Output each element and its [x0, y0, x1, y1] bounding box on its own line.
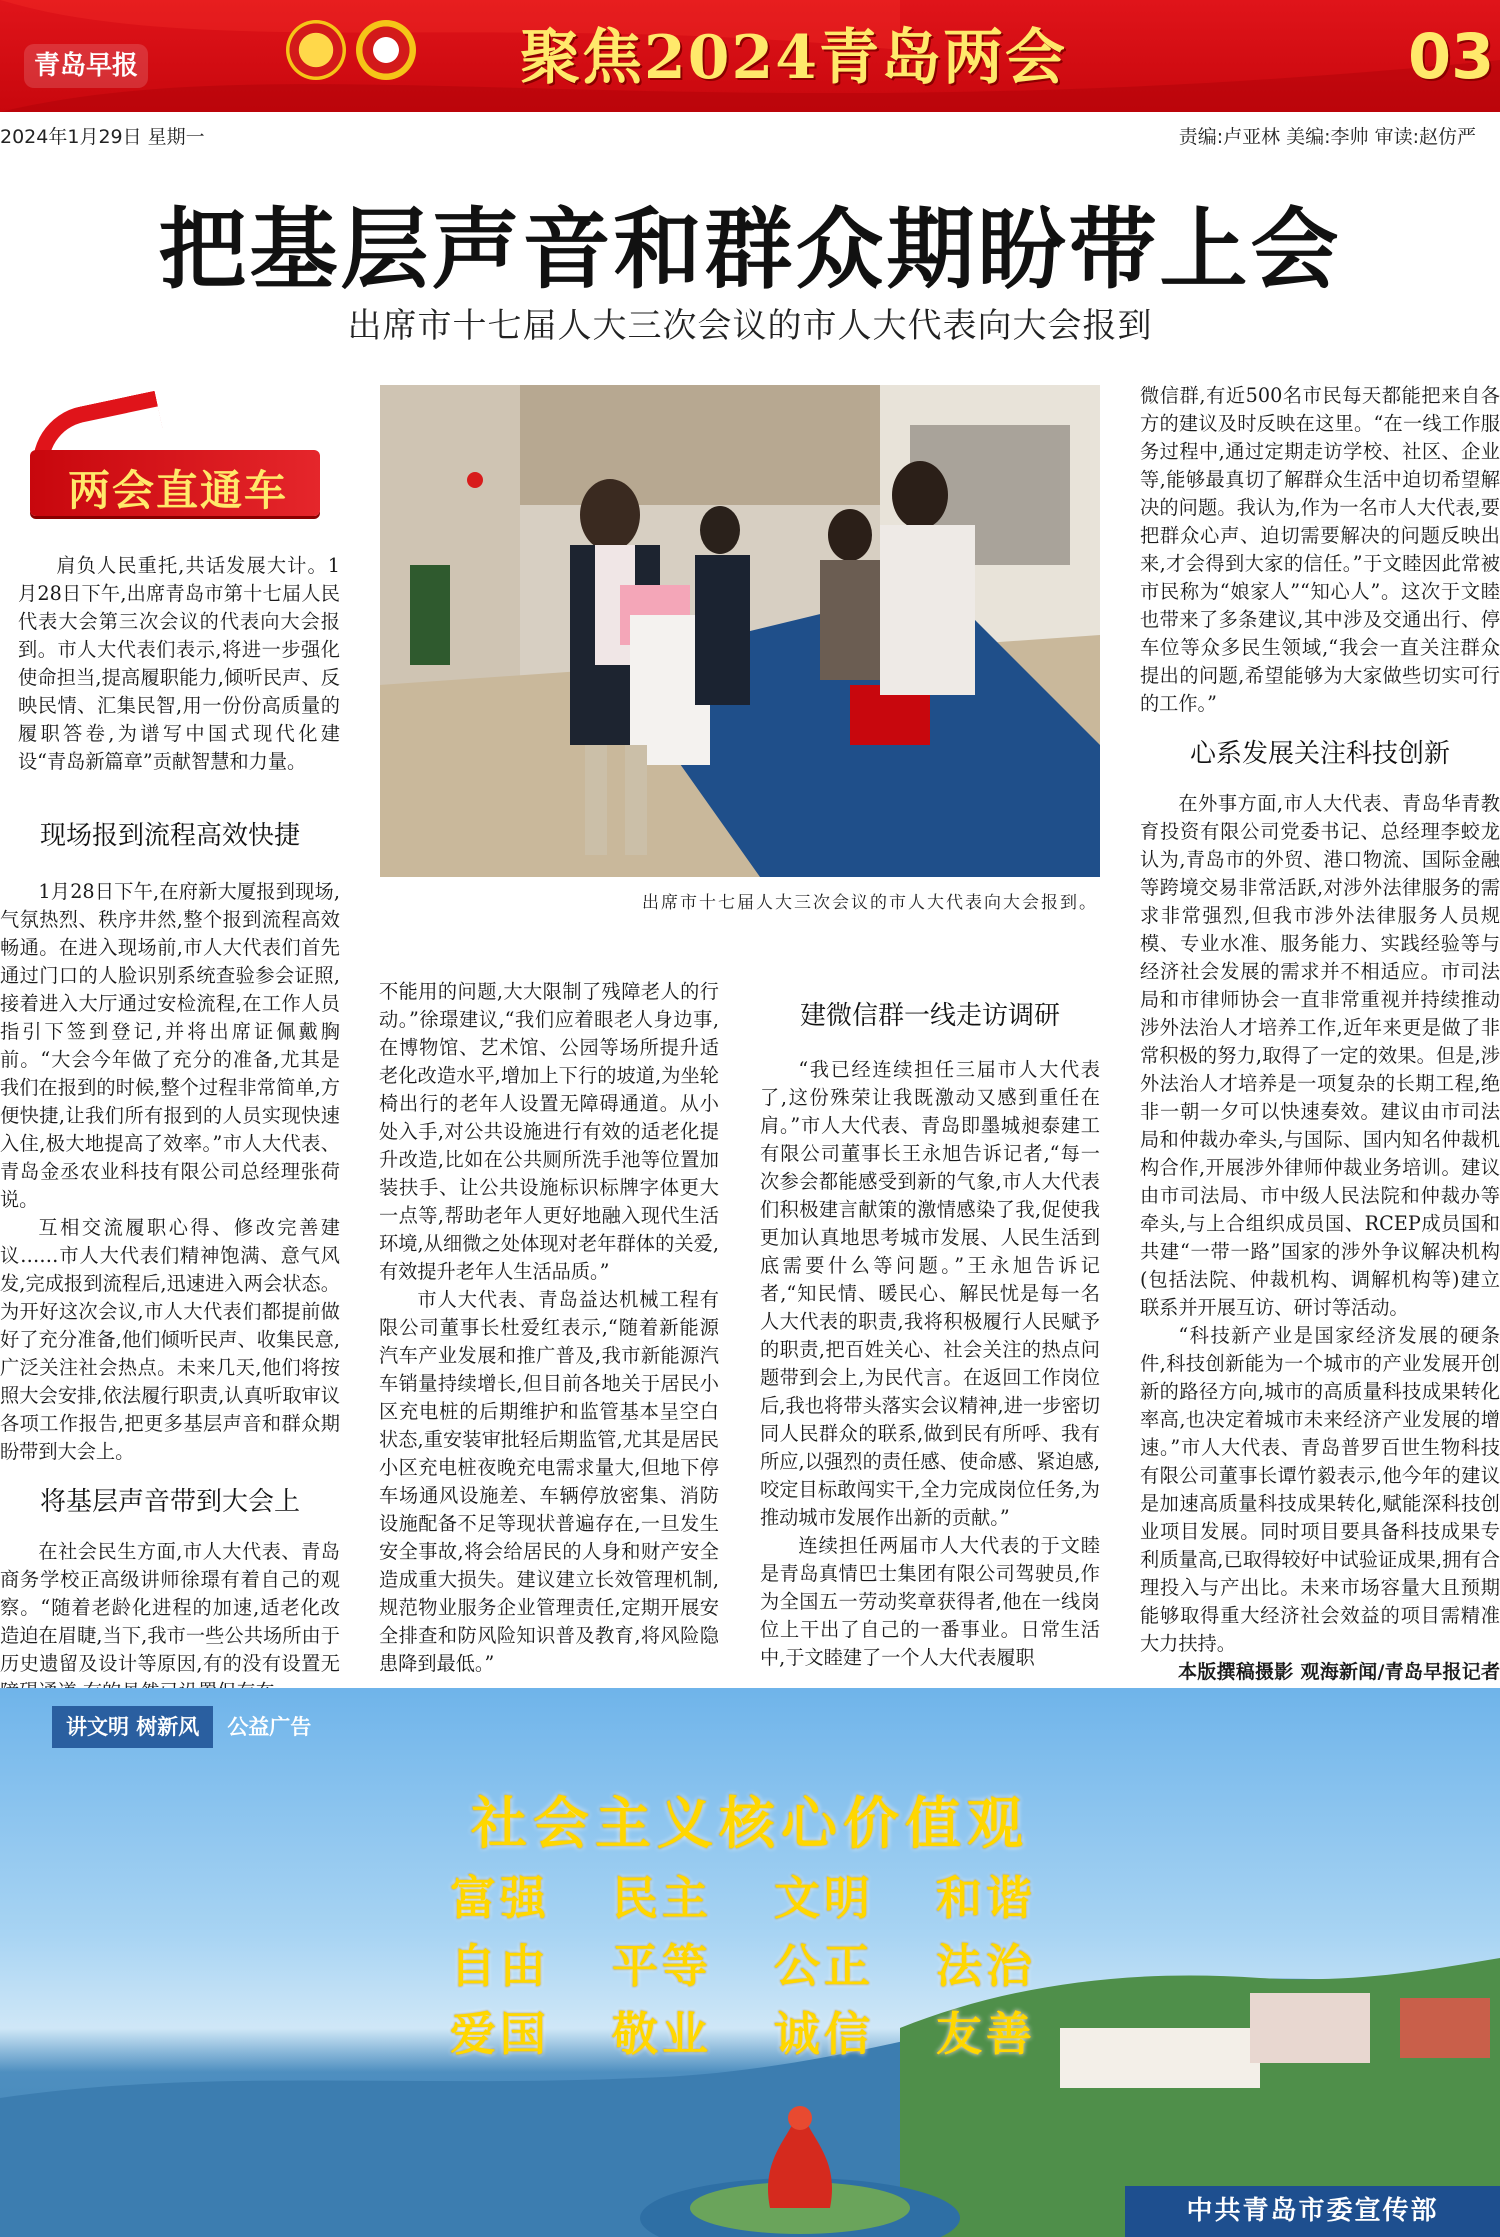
- dateline: 2024年1月29日 星期一: [0, 126, 205, 148]
- masthead-title: 聚焦2024青岛两会: [520, 23, 1067, 93]
- paragraph: 不能用的问题,大大限制了残障老人的行动。”徐璟建议,“我们应着眼老人身边事,在博物馆、艺术馆、公园等场所提升适老化改造水平,增加上下行的坡道,为坐轮椅出行的老年人设置无障碍通道。从小处入手,对公共设施进行有效的适老化提升改造,比如在公共厕所洗手池等位置加装扶手、让公共设施标识标牌字体更大一点等,帮助老年人更好地融入现代生活环境,从细微之处体现对老年群体的关爱,有效提升老年人生活品质。”: [379, 980, 719, 1283]
- paragraph: 在外事方面,市人大代表、青岛华青教育投资有限公司党委书记、总经理李蛟龙认为,青岛市的外贸、港口物流、国际金融等跨境交易非常活跃,对涉外法律服务的需求非常强烈,但我市涉外法律服务人员规模、专业水准、服务能力、实践经验等与经济社会发展的需求并不相适应。市司法局和市律师协会一直非常重视并持续推动涉外法治人才培养工作,近年来更是做了非常积极的努力,取得了一定的效果。但是,涉外法治人才培养是一项复杂的长期工程,绝非一朝一夕可以快速奏效。建议由市司法局和仲裁办牵头,与国际、国内知名仲裁机构合作,开展涉外律师仲裁业务培训。建议由市司法局、市中级人民法院和仲裁办等牵头,与上合组织成员国、RCEP成员国和共建“一带一路”国家的涉外争议解决机构(包括法院、仲裁机构、调解机构等)建立联系并开展互访、研讨等活动。: [1140, 792, 1500, 1319]
- column-2: [379, 978, 719, 1678]
- section-badge: [18, 400, 338, 526]
- paragraph: 在社会民生方面,市人大代表、青岛商务学校正高级讲师徐璟有着自己的观察。“随着老龄化进程的加速,适老化改造迫在眉睫,当下,我市一些公共场所由于历史遗留及设计等原因,有的没有设置无: [0, 1540, 340, 1675]
- paragraph: 连续担任两届市人大代表的于文睦是青岛真情巴士集团有限公司驾驶员,作为全国五一劳动奖章获得者,他在一线岗位上干出了自己的一番事业。日常生活中,于文睦建了一个人大代表履职: [760, 1534, 1100, 1669]
- core-value: 文明: [774, 1871, 874, 1925]
- section-badge-label: 两会直通车: [68, 466, 289, 515]
- lead-paragraph: 肩负人民重托,共话发展大计。1月28日下午,出席青岛市第十七届人民代表大会第三次会议的代表向大会报到。市人大代表们表示,将进一步强化使命担当,提高履职能力,倾听民声、反映民情、汇集民智,用一份份高质量的履职答卷,为谱写中国式现代化建设“青岛新篇章”贡献智慧和力量。: [18, 554, 340, 773]
- core-value: 和谐: [936, 1871, 1036, 1925]
- photo-caption: 出席市十七届人大三次会议的市人大代表向大会报到。: [642, 893, 1098, 913]
- paragraph: “科技新产业是国家经济发展的硬条件,科技创新能为一个城市的产业发展开创新的路径方向,城市的高质量科技成果转化率高,也决定着城市未来经济产业发展的增速。”市人大代表、青岛普罗百世生物科技有限公司董事长谭竹毅表示,他今年的建议是加速高质量科技成果转化,赋能深科技创业项目发展。同时项目要具备科技成果专利质量高,已取得较好中试验证成果,拥有合理投入与产出比。未来市场容量大且预期能够取得重大经济社会效益的项目需精准大力扶持。: [1140, 1324, 1500, 1655]
- paragraph: “我已经连续担任三届市人大代表了,这份殊荣让我既激动又感到重任在肩。”市人大代表、青岛即墨城昶泰建工有限公司董事长王永旭告诉记者,“每一次参会都能感受到新的气象,市人大代表们积极建言献策的激情感染了我,促使我更加认真地思考城市发展、人民生活到底需要什么等问题。”王永旭告诉记者,“知民情、暖民心、解民忧是每一名人大代表的职责,我将积极履行人民赋予的职责,把百姓关心、社会关注的热点问题带到会上,为民代言。在返回工作岗位后,我也将带头落实会议精神,进一步密切同人民群众的联系,做到民有所呼、我有所应,以强烈的责任感、使命感、紧迫感,咬定目标敢闯实干,全力完成岗位任务,为推动城市发展作出新的贡献。”: [760, 1058, 1100, 1529]
- byline: 本版撰稿摄影 观海新闻/青岛早报记者: [1178, 1661, 1500, 1683]
- headline: 把基层声音和群众期盼带上会: [158, 198, 1342, 301]
- core-value: 民主: [612, 1871, 712, 1925]
- core-values-grid: [450, 1870, 1098, 2062]
- page-number: 03: [1408, 20, 1495, 93]
- cppcc-emblem-icon: [356, 20, 416, 80]
- core-value: 敬业: [612, 2007, 712, 2061]
- core-value: 富强: [450, 1871, 550, 1925]
- psa-category-tag: 公益广告: [227, 1715, 312, 1739]
- paragraph: 市人大代表、青岛益达机械工程有限公司董事长杜爱红表示,“随着新能源汽车产业发展和推广普及,我市新能源汽车销量持续增长,但目前各地关于居民小区充电桩的后期维护和监管基本呈空白状态,重安装审批轻后期监管,尤其是居民小区充电桩夜晚充电需求量大,但地下停车场通风设施差、车辆停放密集、消防设施配备不足等现状普遍存在,一旦发生安全事故,将会给居民的人身和财产安全造成重大损失。建议建立长效管理机制,规范物业服务企业管理责任,定期开展安全排查和防风险知识普及教育,将风险隐患降到最低。”: [379, 1288, 719, 1675]
- public-service-ad: [0, 1688, 1500, 2237]
- psa-slogan-tag: 讲文明 树新风: [52, 1706, 213, 1748]
- masthead: [0, 0, 1500, 112]
- psa-sponsor: 中共青岛市委宣传部: [1125, 2186, 1500, 2237]
- section-heading: 心系发展关注科技创新: [1189, 739, 1450, 769]
- national-emblem-icon: [286, 20, 346, 80]
- news-photo: [380, 385, 1100, 877]
- psa-title: 社会主义核心价值观: [471, 1792, 1029, 1857]
- newspaper-logo: 青岛早报: [24, 44, 148, 88]
- core-value: 友善: [936, 2007, 1036, 2061]
- section-heading: 将基层声音带到大会上: [39, 1487, 300, 1517]
- core-value: 平等: [612, 1939, 712, 1993]
- core-value: 自由: [450, 1939, 550, 1993]
- paragraph: 互相交流履职心得、修改完善建议……市人大代表们精神饱满、意气风发,完成报到流程后,迅速进入两会状态。为开好这次会议,市人大代表们都提前做好了充分准备,他们倾听民声、收集民意,广泛关注社会热点。未来几天,他们将按照大会安排,依法履行职责,认真听取审议各项工作报告,把更多基层声音和群众期盼带到大会上。: [0, 1216, 340, 1463]
- core-value: 诚信: [774, 2007, 874, 2061]
- column-4: [1140, 382, 1500, 1714]
- core-value: 爱国: [450, 2007, 550, 2061]
- editor-credits: 责编:卢亚林 美编:李帅 审读:赵仿严: [1178, 126, 1476, 148]
- core-value: 公正: [774, 1939, 874, 1993]
- subheadline: 出席市十七届人大三次会议的市人大代表向大会报到: [347, 306, 1153, 346]
- column-1-lead: [18, 552, 340, 776]
- core-value: 法治: [936, 1939, 1036, 1993]
- photo-illustration: [380, 385, 1100, 877]
- column-3: [760, 994, 1100, 1672]
- section-heading: 建微信群一线走访调研: [799, 1001, 1060, 1031]
- section-heading: 现场报到流程高效快捷: [39, 821, 300, 851]
- psa-tag-bar: [52, 1706, 325, 1748]
- paragraph: 1月28日下午,在府新大厦报到现场,气氛热烈、秩序井然,整个报到流程高效畅通。在进入现场前,市人大代表们首先通过门口的人脸识别系统查验参会证照,接着进入大厅通过安检流程,在工作人员指引下签到登记,并将出席证佩戴胸前。“大会今年做了充分的准备,尤其是我们在报到的时候,整个过程非常简单,方便快捷,让我们所有报到的人员实现快速入住,极大地提高了效率。”市人大代表、青岛金丞农业科技有限公司总经理张荷说。: [0, 880, 340, 1211]
- paragraph: 微信群,有近500名市民每天都能把来自各方的建议及时反映在这里。“在一线工作服务过程中,通过定期走访学校、社区、企业等,能够最真切了解群众生活中迫切希望解决的问题。我认为,作为一名市人大代表,要把群众心声、迫切需要解决的问题反映出来,才会得到大家的信任。”于文睦因此常被市民称为“娘家人”“知心人”。这次于文睦也带来了多条建议,其中涉及交通出行、停车位等众多民生领域,“我会一直关注群众提出的问题,希望能够为大家做些切实可行的工作。”: [1140, 384, 1500, 715]
- column-1: [0, 814, 340, 1706]
